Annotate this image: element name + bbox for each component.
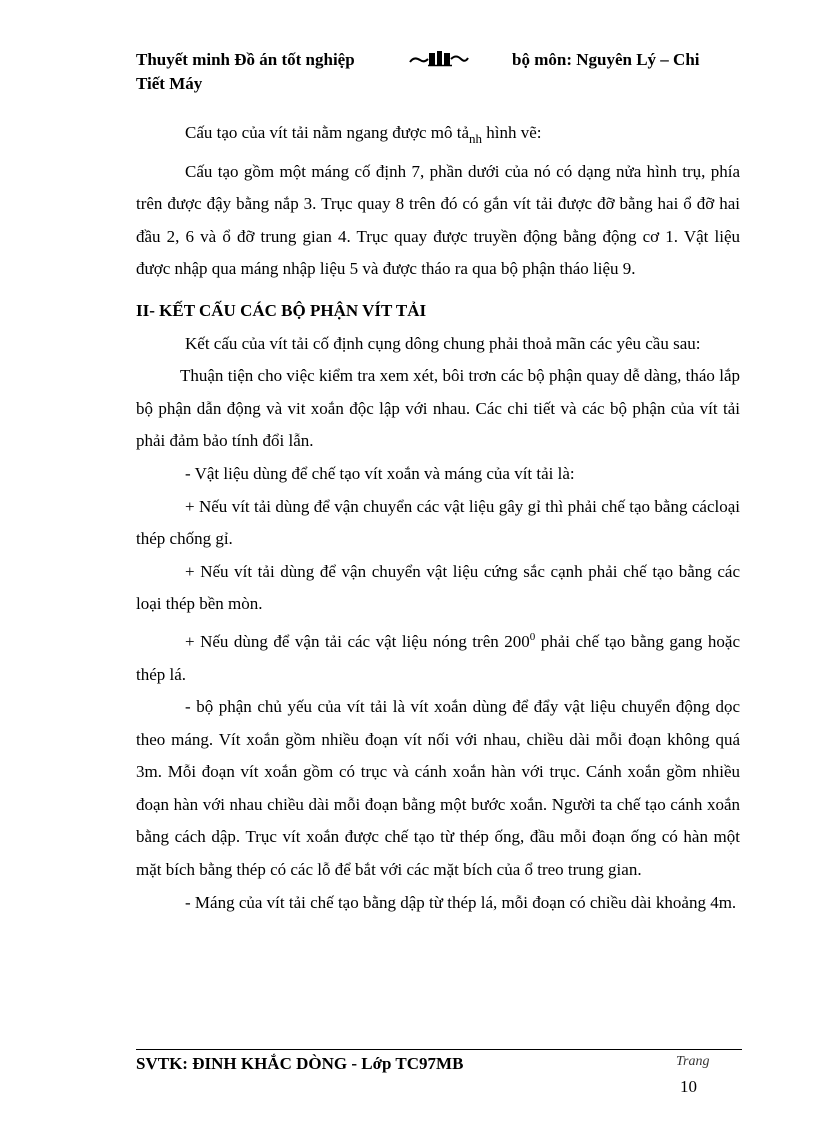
hot-text: + Nếu dùng để vận tải các vật liệu nóng trên 200 bbox=[185, 631, 530, 651]
paragraph-structure: Cấu tạo gồm một máng cố định 7, phần dưới của nó có dạng nửa hình trụ, phía trên được đậy bằng nắp 3. Trục quay 8 trên đó có gắn vít tải được đỡ bằng hai ổ đỡ hai đầu 2, 6 và ổ đỡ trung gian 4. Trục quay được truyền động bằng động cơ 1. Vật liệu được nhập qua máng nhập liệu 5 và được tháo ra qua bộ phận tháo liệu 9. bbox=[136, 161, 740, 279]
document-body bbox=[136, 117, 740, 919]
header-title-line bbox=[136, 48, 736, 72]
header-title-right: bộ môn: Nguyên Lý – Chi bbox=[512, 50, 700, 69]
paragraph-screw: - bộ phận chủ yếu của vít tải là vít xoắn dùng để đẩy vật liệu chuyển động dọc theo máng. Vít xoắn gồm nhiều đoạn vít nối với nhau, chiều dài mỗi đoạn không quá 3m. Mỗi đoạn vít xoắn gồm có trục và cánh xoắn hàn với trục. Cánh xoắn gồm nhiều đoạn hàn với nhau chiều dài mỗi đoạn bằng một bước xoắn. Người ta chế tạo cánh xoắn bằng cách dập. Trục vít xoắn được chế tạo từ thép ống, đầu mỗi đoạn ống có hàn một mặt bích bằng thép có các lỗ để bắt với các mặt bích của ổ treo trung gian. bbox=[136, 697, 740, 880]
paragraph-materials: - Vật liệu dùng để chế tạo vít xoắn và máng của vít tải là: bbox=[185, 463, 575, 483]
book-ornament-icon bbox=[408, 48, 512, 72]
paragraph-requirements: Kết cấu của vít tải cố định cụng dông chung phải thoả mãn các yêu cầu sau: bbox=[185, 333, 701, 353]
paragraph-rust: + Nếu vít tải dùng để vận chuyển các vật liệu gây gỉ thì phải chế tạo bằng cácloại thép chống gỉ. bbox=[136, 496, 740, 549]
footer-author: SVTK: ĐINH KHẮC DÒNG - Lớp TC97MB bbox=[136, 1054, 464, 1073]
header-title-cont: Tiết Máy bbox=[136, 74, 203, 93]
page-number: 10 bbox=[680, 1077, 697, 1096]
footer-divider bbox=[136, 1049, 742, 1050]
intro-text: Cấu tạo của vít tải nằm ngang được mô tả bbox=[185, 123, 469, 142]
paragraph-convenience: Thuận tiện cho việc kiểm tra xem xét, bôi trơn các bộ phận quay dễ dàng, tháo lắp bộ phận dẫn động và vit xoắn độc lập với nhau. Các chi tiết và các bộ phận của vít tải phải đảm bảo tính đổi lẫn. bbox=[136, 366, 740, 451]
paragraph-trough: - Máng của vít tải chế tạo bằng dập từ thép lá, mỗi đoạn có chiều dài khoảng 4m. bbox=[185, 892, 737, 912]
hot-superscript: 0 bbox=[529, 630, 536, 643]
paragraph-hot bbox=[136, 621, 740, 691]
intro-text-end: hình vẽ: bbox=[482, 123, 542, 142]
paragraph-intro bbox=[136, 117, 740, 156]
paragraph-wear: + Nếu vít tải dùng để vận chuyển vật liệu cứng sắc cạnh phải chế tạo bằng các loại thép bền mòn. bbox=[136, 561, 740, 614]
hot-text-end: phải chế tạo bằng gang hoặc thép lá. bbox=[136, 631, 740, 684]
footer-page-label: Trang bbox=[676, 1054, 710, 1069]
page-header bbox=[136, 48, 736, 96]
intro-subscript: nh bbox=[469, 131, 482, 146]
section-heading: II- KẾT CẤU CÁC BỘ PHẬN VÍT TẢI bbox=[136, 300, 427, 320]
header-title-left: Thuyết minh Đồ án tốt nghiệp bbox=[136, 50, 355, 69]
